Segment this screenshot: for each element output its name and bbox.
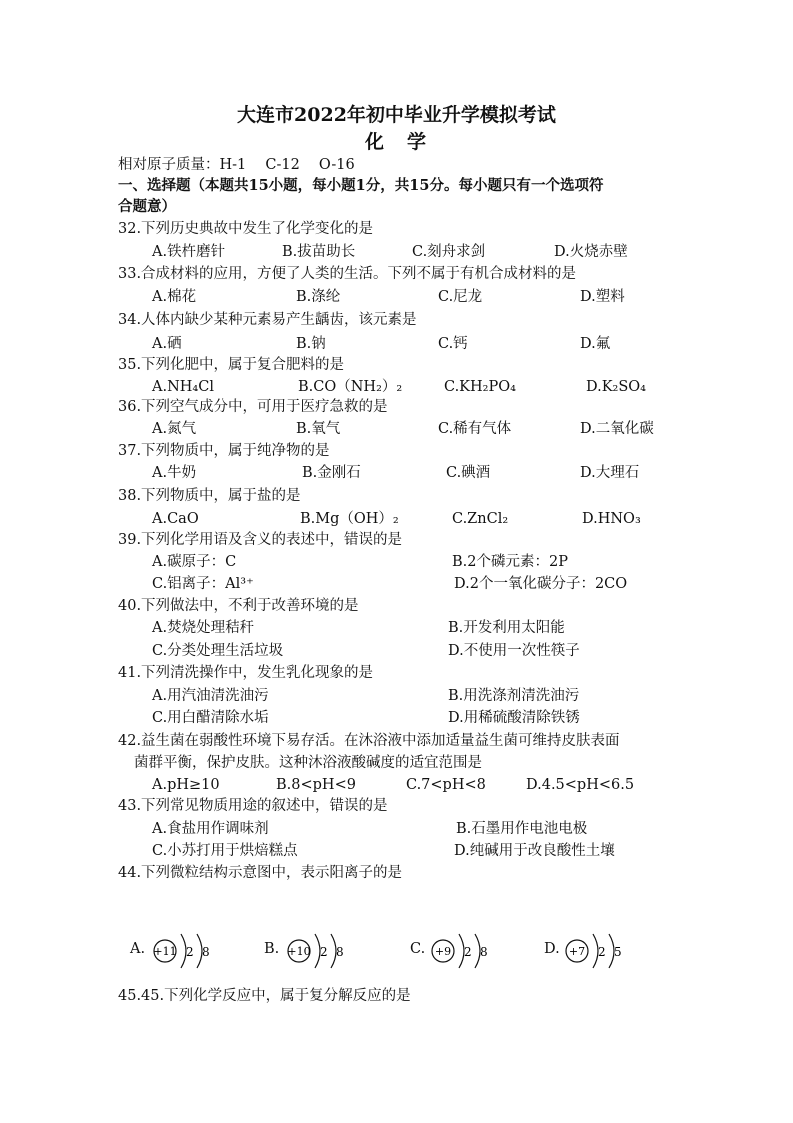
q41-option-a: A.用汽油清洗油污 — [152, 688, 269, 704]
q33-option-b: B.涤纶 — [296, 289, 341, 305]
q32-option-d: D.火烧赤壁 — [554, 244, 628, 260]
q42-option-d: D.4.5<pH<6.5 — [526, 777, 635, 793]
atomic-mass-line: 相对原子质量：H-1 C-12 O-16 — [118, 157, 355, 173]
q38-option-d: D.HNO₃ — [582, 511, 641, 527]
q38-option-c: C.ZnCl₂ — [452, 511, 509, 527]
q40-option-c: C.分类处理生活垃圾 — [152, 643, 284, 659]
atom-a-shell-2: 8 — [202, 945, 210, 959]
q39-option-a: A.碳原子：C — [152, 554, 237, 570]
q33-option-d: D.塑料 — [580, 289, 625, 305]
q32-option-c: C.刻舟求剑 — [412, 244, 486, 260]
q41-option-c: C.用白醋清除水垢 — [152, 710, 269, 726]
question-39-stem: 39.下列化学用语及含义的表述中，错误的是 — [118, 532, 403, 548]
atom-c-shell-2: 8 — [480, 945, 488, 959]
atom-c-nucleus: +9 — [434, 945, 452, 958]
atom-c-figure — [426, 928, 526, 974]
question-35-stem: 35.下列化肥中，属于复合肥料的是 — [118, 357, 345, 373]
q41-option-d: D.用稀硫酸清除铁锈 — [448, 710, 580, 726]
question-42-stem-cont: 菌群平衡，保护皮肤。这种沐浴液酸碱度的适宜范围是 — [134, 755, 482, 771]
atom-a-label: A. — [130, 941, 146, 957]
atom-a-nucleus: +11 — [153, 945, 177, 958]
atom-diagram-d — [544, 928, 654, 974]
subject-title: 化 学 — [364, 131, 428, 153]
atom-d-label: D. — [544, 941, 560, 957]
question-34-stem: 34.人体内缺少某种元素易产生龋齿，该元素是 — [118, 312, 417, 328]
q34-option-c: C.钙 — [438, 336, 468, 352]
atom-b-figure — [282, 928, 382, 974]
q32-option-a: A.铁杵磨针 — [152, 244, 226, 260]
q34-option-b: B.钠 — [296, 336, 326, 352]
question-38-stem: 38.下列物质中，属于盐的是 — [118, 488, 301, 504]
atom-d-shell-2: 5 — [614, 945, 622, 959]
atom-diagram-a — [130, 928, 240, 974]
q36-option-a: A.氮气 — [152, 421, 197, 437]
q39-option-d: D.2个一氧化碳分子：2CO — [454, 576, 628, 592]
question-42-stem: 42.益生菌在弱酸性环境下易存活。在沐浴液中添加适量益生菌可维持皮肤表面 — [118, 733, 620, 749]
q39-option-b: B.2个磷元素：2P — [452, 554, 568, 570]
question-36-stem: 36.下列空气成分中，可用于医疗急救的是 — [118, 399, 388, 415]
atom-a-figure — [148, 928, 248, 974]
q37-option-b: B.金刚石 — [302, 465, 361, 481]
question-32-stem: 32.下列历史典故中发生了化学变化的是 — [118, 221, 374, 237]
q35-option-a: A.NH₄Cl — [152, 379, 214, 395]
q32-option-b: B.拔苗助长 — [282, 244, 356, 260]
q36-option-d: D.二氧化碳 — [580, 421, 654, 437]
question-43-stem: 43.下列常见物质用途的叙述中，错误的是 — [118, 798, 388, 814]
q42-option-a: A.pH≥10 — [152, 777, 220, 793]
atom-d-shell-1: 2 — [598, 945, 606, 959]
question-45-stem: 45.45.下列化学反应中，属于复分解反应的是 — [118, 988, 411, 1004]
q33-option-c: C.尼龙 — [438, 289, 483, 305]
atom-b-shell-2: 8 — [336, 945, 344, 959]
q33-option-a: A.棉花 — [152, 289, 197, 305]
q40-option-b: B.开发利用太阳能 — [448, 620, 565, 636]
question-33-stem: 33.合成材料的应用，方便了人类的生活。下列不属于有机合成材料的是 — [118, 266, 577, 282]
q37-option-c: C.碘酒 — [446, 465, 491, 481]
atom-d-figure — [560, 928, 660, 974]
q38-option-a: A.CaO — [152, 511, 199, 527]
q42-option-c: C.7<pH<8 — [406, 777, 486, 793]
atom-b-shell-1: 2 — [320, 945, 328, 959]
atom-b-nucleus: +10 — [287, 945, 311, 958]
atom-d-nucleus: +7 — [568, 945, 586, 958]
q42-option-b: B.8<pH<9 — [276, 777, 356, 793]
q34-option-a: A.硒 — [152, 336, 182, 352]
q41-option-b: B.用洗涤剂清洗油污 — [448, 688, 580, 704]
q43-option-b: B.石墨用作电池电极 — [456, 821, 588, 837]
atom-a-shell-1: 2 — [186, 945, 194, 959]
q36-option-c: C.稀有气体 — [438, 421, 512, 437]
q43-option-d: D.纯碱用于改良酸性土壤 — [454, 843, 615, 859]
q43-option-a: A.食盐用作调味剂 — [152, 821, 269, 837]
section-heading-line1: 一、选择题（本题共15小题，每小题1分，共15分。每小题只有一个选项符 — [118, 177, 604, 194]
question-44-stem: 44.下列微粒结构示意图中，表示阳离子的是 — [118, 865, 403, 881]
q34-option-d: D.氟 — [580, 336, 611, 352]
exam-title: 大连市2022年初中毕业升学模拟考试 — [237, 104, 556, 126]
atom-b-label: B. — [264, 941, 280, 957]
atom-diagram-b — [264, 928, 374, 974]
question-41-stem: 41.下列清洗操作中，发生乳化现象的是 — [118, 665, 374, 681]
atom-c-label: C. — [410, 941, 426, 957]
q37-option-a: A.牛奶 — [152, 465, 197, 481]
section-heading-line2: 合题意） — [118, 198, 176, 215]
q40-option-d: D.不使用一次性筷子 — [448, 643, 580, 659]
q35-option-b: B.CO（NH₂）₂ — [298, 379, 403, 395]
q40-option-a: A.焚烧处理秸秆 — [152, 620, 255, 636]
q35-option-c: C.KH₂PO₄ — [444, 379, 516, 395]
q39-option-c: C.铝离子：Al³⁺ — [152, 576, 254, 592]
q38-option-b: B.Mg（OH）₂ — [300, 511, 399, 527]
q37-option-d: D.大理石 — [580, 465, 640, 481]
q35-option-d: D.K₂SO₄ — [586, 379, 646, 395]
question-37-stem: 37.下列物质中，属于纯净物的是 — [118, 443, 330, 459]
atom-diagram-c — [410, 928, 520, 974]
question-40-stem: 40.下列做法中，不利于改善环境的是 — [118, 598, 359, 614]
q36-option-b: B.氧气 — [296, 421, 341, 437]
q43-option-c: C.小苏打用于烘焙糕点 — [152, 843, 298, 859]
atom-c-shell-1: 2 — [464, 945, 472, 959]
